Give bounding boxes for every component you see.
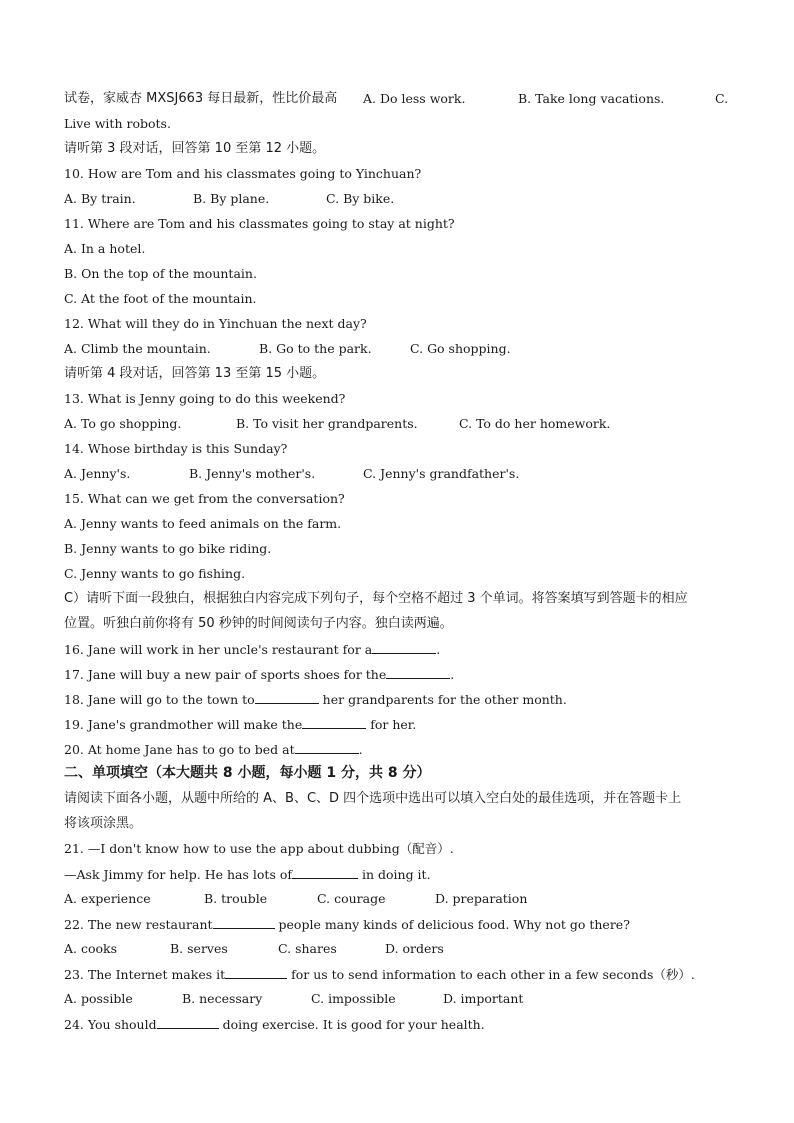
question-10-stem: 10. How are Tom and his classmates going to Yinchuan? (64, 166, 422, 181)
question-11-option-a: A. In a hotel. (64, 241, 146, 256)
question-18 (64, 691, 567, 708)
question-21-option-d[interactable]: D. preparation (435, 891, 528, 906)
question-21-option-a[interactable]: A. experience (64, 891, 151, 906)
question-23-option-c[interactable]: C. impossible (311, 991, 396, 1006)
question-21-option-b[interactable]: B. trouble (204, 891, 268, 906)
question-19-end: for her. (366, 717, 417, 732)
question-23-end: for us to send information to each other in a few seconds（秒）. (287, 967, 695, 982)
question-18-text: 18. Jane will go to the town to (64, 692, 255, 707)
question-21-option-c[interactable]: C. courage (317, 891, 386, 906)
question-22-end: people many kinds of delicious food. Why not go there? (274, 917, 630, 932)
prev-question-option-b: B. Take long vacations. (518, 91, 665, 106)
question-14-stem: 14. Whose birthday is this Sunday? (64, 441, 288, 456)
question-13-option-c: C. To do her homework. (459, 416, 611, 431)
question-21-line2 (64, 866, 431, 883)
question-20-text: 20. At home Jane has to go to bed at (64, 742, 295, 757)
question-23-option-a[interactable]: A. possible (64, 991, 133, 1006)
question-19 (64, 716, 416, 733)
question-23-text: 23. The Internet makes it (64, 967, 226, 982)
question-11-stem: 11. Where are Tom and his classmates going to stay at night? (64, 216, 455, 231)
question-13-option-b: B. To visit her grandparents. (236, 416, 418, 431)
answer-blank[interactable] (292, 866, 358, 879)
answer-blank[interactable] (372, 641, 436, 654)
answer-blank[interactable] (386, 666, 450, 679)
question-22-option-c[interactable]: C. shares (278, 941, 337, 956)
question-21-text: —Ask Jimmy for help. He has lots of (64, 867, 292, 882)
question-20-end: . (358, 742, 363, 757)
prev-question-option-c-text: Live with robots. (64, 116, 171, 131)
question-22-option-b[interactable]: B. serves (170, 941, 228, 956)
question-10-option-c: C. By bike. (326, 191, 395, 206)
section3-instruction: 请听第 3 段对话，回答第 10 至第 12 小题。 (64, 141, 326, 156)
partC-instruction-line2: 位置。听独白前你将有 50 秒钟的时间阅读句子内容。独白读两遍。 (64, 616, 453, 631)
answer-blank[interactable] (255, 691, 319, 704)
prev-question-option-c-label: C. (715, 91, 729, 106)
question-23 (64, 966, 695, 983)
question-13-option-a: A. To go shopping. (64, 416, 182, 431)
question-12-option-b: B. Go to the park. (259, 341, 372, 356)
question-10-option-a: A. By train. (64, 191, 136, 206)
section2-instruction-line2: 将该项涂黑。 (64, 816, 143, 831)
question-15-stem: 15. What can we get from the conversation? (64, 491, 345, 506)
question-12-option-c: C. Go shopping. (410, 341, 511, 356)
prev-question-option-a: A. Do less work. (363, 91, 466, 106)
answer-blank[interactable] (225, 966, 287, 979)
question-24-end: doing exercise. It is good for your health. (218, 1017, 485, 1032)
question-15-option-b: B. Jenny wants to go bike riding. (64, 541, 272, 556)
answer-blank[interactable] (157, 1016, 219, 1029)
question-24-text: 24. You should (64, 1017, 157, 1032)
question-16 (64, 641, 440, 658)
question-16-text: 16. Jane will work in her uncle's restaurant for a (64, 642, 373, 657)
question-21-end: in doing it. (358, 867, 431, 882)
question-22-option-a[interactable]: A. cooks (64, 941, 118, 956)
question-23-option-b[interactable]: B. necessary (182, 991, 263, 1006)
question-13-stem: 13. What is Jenny going to do this weekend? (64, 391, 346, 406)
question-17 (64, 666, 454, 683)
question-14-option-c: C. Jenny's grandfather's. (363, 466, 520, 481)
question-21-line1: 21. —I don't know how to use the app about dubbing（配音）. (64, 841, 454, 856)
question-22 (64, 916, 630, 933)
section2-instruction-line1: 请阅读下面各小题，从题中所给的 A、B、C、D 四个选项中选出可以填入空白处的最佳选项，并在答题卡上 (64, 791, 682, 806)
question-12-stem: 12. What will they do in Yinchuan the next day? (64, 316, 367, 331)
question-20 (64, 741, 363, 758)
section4-instruction: 请听第 4 段对话，回答第 13 至第 15 小题。 (64, 366, 326, 381)
question-22-option-d[interactable]: D. orders (385, 941, 444, 956)
answer-blank[interactable] (213, 916, 275, 929)
question-10-option-b: B. By plane. (193, 191, 270, 206)
question-22-text: 22. The new restaurant (64, 917, 213, 932)
question-23-option-d[interactable]: D. important (443, 991, 524, 1006)
partC-instruction-line1: C）请听下面一段独白，根据独白内容完成下列句子，每个空格不超过 3 个单词。将答案填写到答题卡的相应 (64, 591, 688, 606)
question-15-option-a: A. Jenny wants to feed animals on the farm. (64, 516, 342, 531)
question-11-option-b: B. On the top of the mountain. (64, 266, 257, 281)
question-15-option-c: C. Jenny wants to go fishing. (64, 566, 246, 581)
question-24 (64, 1016, 485, 1033)
question-18-end: her grandparents for the other month. (318, 692, 567, 707)
question-19-text: 19. Jane's grandmother will make the (64, 717, 303, 732)
answer-blank[interactable] (295, 741, 359, 754)
question-16-end: . (436, 642, 441, 657)
question-17-end: . (450, 667, 455, 682)
question-11-option-c: C. At the foot of the mountain. (64, 291, 257, 306)
question-12-option-a: A. Climb the mountain. (64, 341, 211, 356)
answer-blank[interactable] (302, 716, 366, 729)
header-prefix: 试卷，家威杏 MXSJ663 每日最新，性比价最高 (64, 91, 338, 106)
question-17-text: 17. Jane will buy a new pair of sports shoes for the (64, 667, 387, 682)
section2-title: 二、单项填空（本大题共 8 小题，每小题 1 分，共 8 分） (64, 765, 431, 781)
question-14-option-a: A. Jenny's. (64, 466, 131, 481)
question-14-option-b: B. Jenny's mother's. (189, 466, 316, 481)
